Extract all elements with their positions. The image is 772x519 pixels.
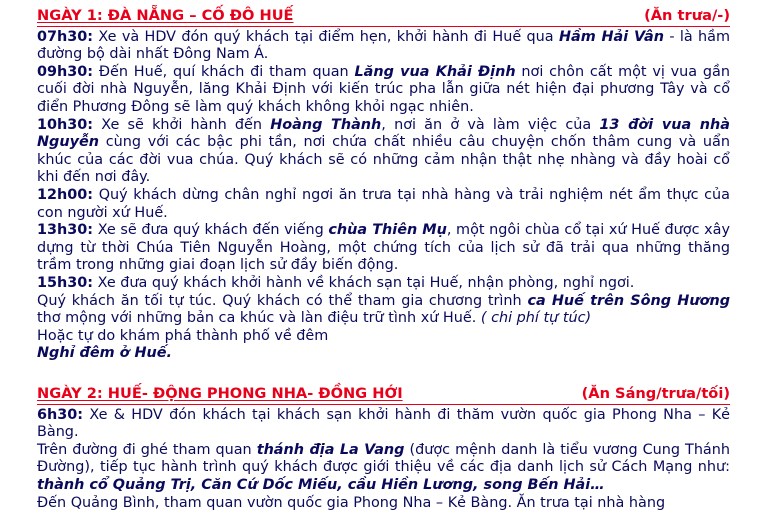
item-text: (được mệnh danh là tiểu vương Cung Thánh Đường), tiếp tục hành trình quý khách được giới thiệu về các địa danh lịch sử Cách Mạng như: — [37, 441, 730, 476]
day-1-section — [37, 7, 730, 363]
time-label: 12h00: — [37, 186, 94, 203]
time-label: 13h30: — [37, 222, 94, 239]
day-1-evening — [37, 293, 730, 328]
day-1-meals: (Ăn trưa/-) — [644, 7, 730, 24]
item-text: Xe sẽ đưa quý khách đến viếng — [93, 222, 329, 239]
day-1-item-1030 — [37, 117, 730, 187]
item-text: cùng với các bậc phi tần, nơi chứa chất nhiều câu chuyện chốn thâm cung và uẩn khúc của các đời vua chúa. Quý khách sẽ có những cảm nhận thật nhẹ nhàng và đầy hoài cổ khi đến nơi đây. — [37, 134, 730, 186]
day-1-title: NGÀY 1: ĐÀ NẴNG – CỐ ĐÔ HUẾ — [37, 7, 294, 24]
place-highlight: Lăng vua Khải Định — [354, 63, 516, 80]
day-2-header — [37, 385, 730, 405]
item-text: Quý khách dừng chân nghỉ ngơi ăn trưa tại nhà hàng và trải nghiệm nét ẩm thực của con người xứ Huế. — [37, 186, 730, 221]
day-1-overnight: Nghỉ đêm ở Huế. — [37, 345, 173, 362]
day-1-explore: Hoặc tự do khám phá thành phố về đêm — [37, 327, 329, 344]
day-1-item-1330 — [37, 222, 730, 275]
day-1-item-1530 — [37, 275, 730, 293]
item-text: , một ngôi chùa cổ tại xứ Huế được xây dựng từ thời Chúa Tiên Nguyễn Hoàng, một chứng tích của lịch sử đã trải qua những thăng trầm trong những giai đoạn lịch sử đầy biến động. — [37, 222, 731, 274]
place-highlight: Hầm Hải Vân — [558, 28, 664, 45]
place-highlight: Hoàng Thành — [270, 116, 382, 133]
time-label: 07h30: — [37, 28, 94, 45]
day-2-meals: (Ăn Sáng/trưa/tối) — [581, 385, 730, 402]
day-1-item-1200 — [37, 187, 730, 222]
day-2-la-vang — [37, 442, 730, 495]
item-text: thơ mộng với những bản ca khúc và làn điệu trữ tình xứ Huế. — [37, 310, 481, 327]
item-text: Đến Huế, quí khách đi tham quan — [93, 63, 355, 80]
day-1-header — [37, 7, 730, 27]
place-highlight: thành cổ Quảng Trị, Căn Cứ Dốc Miếu, cầu Hiền Lương, song Bến Hải… — [37, 476, 605, 493]
time-label: 10h30: — [37, 116, 94, 133]
place-highlight: ca Huế trên Sông Hương — [527, 292, 730, 309]
day-2-phong-nha: Đến Quảng Bình, tham quan vườn quốc gia Phong Nha – Kẻ Bàng. Ăn trưa tại nhà hàng — [37, 494, 666, 511]
item-text: Xe đưa quý khách khởi hành về khách sạn tại Huế, nhận phòng, nghỉ ngơi. — [93, 274, 635, 291]
item-text: - là hầm đường bộ dài nhất Đông Nam Á. — [37, 28, 730, 63]
item-text: Xe và HDV đón quý khách tại điểm hẹn, khởi hành đi Huế qua — [93, 28, 559, 45]
item-text: , nơi ăn ở và làm việc của — [381, 116, 600, 133]
item-text: Xe & HDV đón khách tại khách sạn khởi hành đi thăm vườn quốc gia Phong Nha – Kẻ Bàng. — [37, 406, 730, 441]
place-highlight: thánh địa La Vang — [256, 441, 405, 458]
cost-note: ( chi phí tự túc) — [480, 310, 592, 327]
time-label: 09h30: — [37, 63, 94, 80]
day-2-section — [37, 385, 730, 512]
item-text: nơi chôn cất một vị vua gần cuối đời nhà Nguyễn, lăng Khải Định với kiến trúc pha lẫn giữa nét hiện đại phương Tây và cổ điển Phương Đông sẽ làm quý khách không khỏi ngạc nhiên. — [37, 63, 730, 115]
day-1-item-0730 — [37, 29, 730, 64]
item-text: Xe sẽ khởi hành đến — [93, 116, 271, 133]
place-highlight: 13 đời vua nhà Nguyễn — [37, 116, 730, 151]
item-text: Trên đường đi ghé tham quan — [37, 441, 257, 458]
day-1-item-0930 — [37, 64, 730, 117]
time-label: 15h30: — [37, 274, 94, 291]
time-label: 6h30: — [37, 406, 84, 423]
day-2-item-0630 — [37, 407, 730, 442]
place-highlight: chùa Thiên Mụ — [328, 222, 447, 239]
day-2-title: NGÀY 2: HUẾ- ĐỘNG PHONG NHA- ĐỒNG HỚI — [37, 385, 403, 402]
item-text: Quý khách ăn tối tự túc. Quý khách có thể tham gia chương trình — [37, 292, 528, 309]
